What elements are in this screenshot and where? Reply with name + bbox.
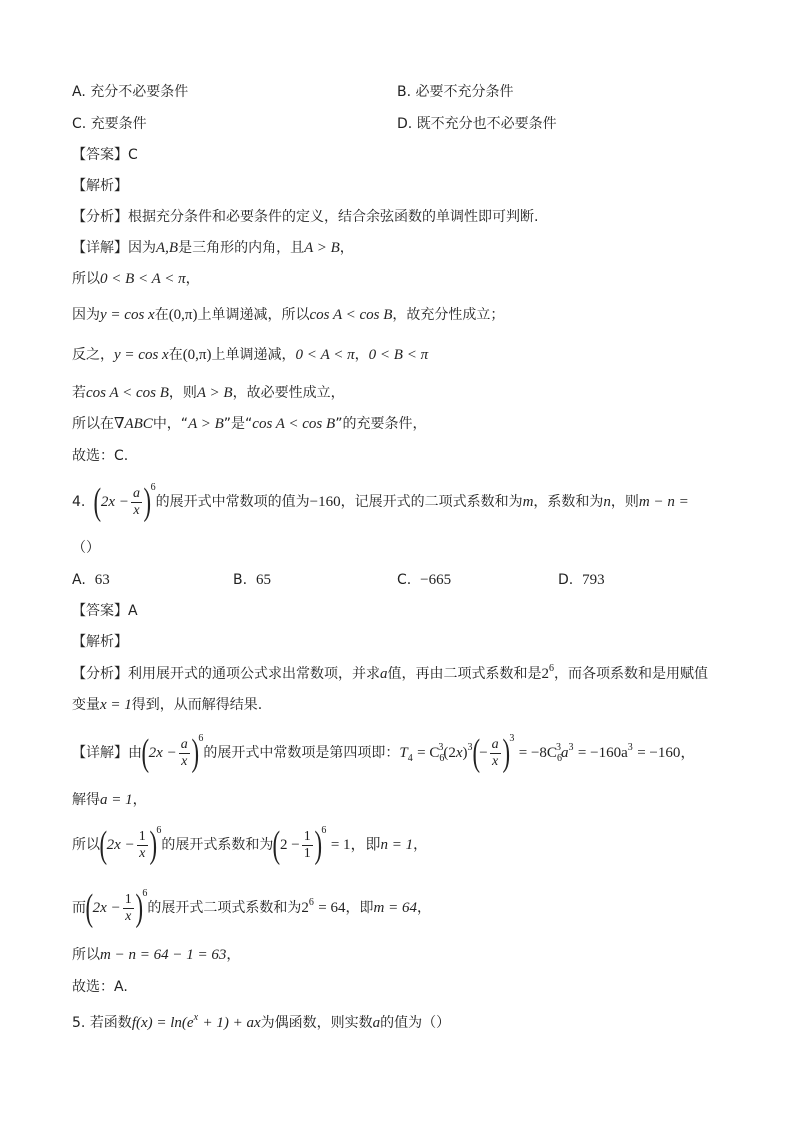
q4-sum-line-1: 所以(2x − $\frac{1}{x}$ )$^6$的展开式系数和为(2 − $\frac{1}{1}$ )$^6$ = 1，即n = 1， [72,824,428,866]
choose-line-q3: 故选：C. [72,448,129,464]
answer-line: 【答案】C [72,147,138,163]
q4-fenxi-line-2: 变量x = 1得到，从而解得结果. [72,697,263,713]
q4-option-a: A. 63 [72,572,110,588]
q5-stem: 5. 若函数$f(x) = \ln(e^x + 1)$ + ax为偶函数，则实数a的值为（） [72,1012,451,1031]
analysis-heading: 【解析】 [72,178,128,194]
option-a: A. 充分不必要条件 [72,84,189,100]
detail-line-5: 若cos A < cos B，则A > B，故必要性成立， [72,385,345,401]
q4-option-d: D. 793 [558,572,605,588]
q4-option-b: B. 65 [233,572,271,588]
fenxi-line: 【分析】根据充分条件和必要条件的定义，结合余弦函数的单调性即可判断. [72,209,539,225]
q4-result-line: 所以m − n = 64 − 1 = 63， [72,947,241,963]
detail-line-6: 所以在∇ABC中，“A > B”是“cos A < cos B”的充要条件， [72,416,427,432]
detail-line-2: 所以0 < B < A < π， [72,271,200,287]
q4-paren: （） [72,540,100,556]
q4-stem: 4. (2x − $\frac{a}{x}$ )$^6$的展开式中常数项的值为−160，记展开式的二项式系数和为m，系数和为n，则m − n = [72,481,689,523]
detail-line-1: 【详解】因为A,B是三角形的内角，且A > B， [72,240,354,256]
q4-answer-line: 【答案】A [72,603,138,619]
q4-analysis-heading: 【解析】 [72,634,128,650]
option-c: C. 充要条件 [72,116,147,132]
detail-line-4: 反之，y = cos x在(0,π)上单调递减，0 < A < π，0 < B < π [72,347,429,363]
q4-solve-line: 解得a = 1， [72,792,147,808]
option-b: B. 必要不充分条件 [397,84,514,100]
q4-detail-line: 【详解】由(2x − $\frac{a}{x}$ )$^6$的展开式中常数项是第四项即：$T_4 = C_6^3(2x)^3(-$ $\frac{a}{x}$ )$^3 = -8C_6^3a^3 = -160a^3 = -160$， [72,732,696,774]
choose-line-q4: 故选：A. [72,979,128,995]
option-d: D. 既不充分也不必要条件 [397,116,557,132]
q4-sum-line-2: 而(2x − $\frac{1}{x}$ )$^6$的展开式二项式系数和为$2^6 = 64$，即m = 64， [72,887,431,929]
q4-option-c: C. −665 [397,572,452,588]
q4-fenxi-line: 【分析】利用展开式的通项公式求出常数项，并求a值，再由二项式系数和是$2^6$，而各项系数和是用赋值 [72,663,708,682]
detail-line-3: 因为y = cos x在(0,π)上单调递减，所以cos A < cos B，故充分性成立； [72,307,505,323]
